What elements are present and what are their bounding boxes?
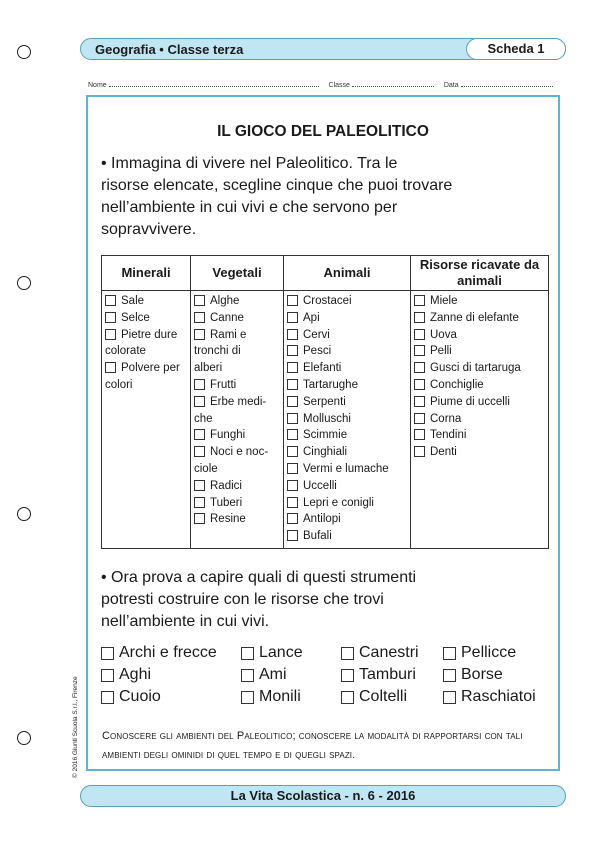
resource-checkbox[interactable] — [414, 345, 425, 356]
name-label: Nome — [88, 82, 107, 89]
resource-checkbox[interactable] — [287, 446, 298, 457]
question2-line: potresti costruire con le risorse che trovi — [101, 591, 384, 608]
tool-option — [241, 686, 301, 708]
resource-checkbox[interactable] — [105, 329, 116, 340]
resource-item — [287, 310, 408, 327]
resource-label: Uova — [430, 328, 457, 341]
header-vegetali: Vegetali — [191, 256, 284, 291]
resource-label: Radici — [210, 479, 242, 492]
tool-checkbox[interactable] — [443, 691, 456, 704]
resource-label: Pelli — [430, 345, 452, 358]
worksheet-frame — [86, 95, 560, 771]
resource-checkbox[interactable] — [287, 429, 298, 440]
resource-item — [414, 310, 546, 327]
resource-checkbox[interactable] — [194, 497, 205, 508]
resource-item — [194, 394, 281, 428]
tool-checkbox[interactable] — [341, 669, 354, 682]
resource-item — [194, 427, 281, 444]
resource-label: Frutti — [210, 378, 237, 391]
tool-label: Lance — [259, 644, 303, 661]
resource-item — [105, 293, 188, 310]
resource-checkbox[interactable] — [287, 396, 298, 407]
intro-line: • Immagina di vivere nel Paleolitico. Tra le — [101, 155, 398, 172]
resource-checkbox[interactable] — [287, 362, 298, 373]
resource-item — [194, 511, 281, 528]
tool-option — [101, 664, 151, 686]
resource-label: Miele — [430, 295, 458, 307]
resource-item — [287, 360, 408, 377]
binder-hole-4 — [17, 731, 31, 745]
resource-item — [414, 293, 546, 310]
tool-label: Borse — [461, 666, 503, 683]
resource-label: Polvere per — [121, 362, 180, 375]
resource-item — [287, 394, 408, 411]
resource-checkbox[interactable] — [194, 396, 205, 407]
tool-option — [241, 642, 303, 664]
resource-checkbox[interactable] — [414, 362, 425, 373]
resource-label: Antilopi — [303, 513, 341, 526]
resource-label: Crostacei — [303, 295, 352, 307]
resource-checkbox[interactable] — [194, 379, 205, 390]
name-field[interactable] — [109, 80, 319, 87]
resource-label: colorate — [105, 345, 146, 358]
intro-line: risorse elencate, scegline cinque che puoi trovare — [101, 177, 453, 194]
resource-label: Elefanti — [303, 362, 342, 375]
column-vegetali — [191, 291, 284, 549]
header-animali: Animali — [284, 256, 411, 291]
resource-item — [414, 427, 546, 444]
resource-item — [414, 411, 546, 428]
resource-checkbox[interactable] — [414, 396, 425, 407]
resource-checkbox[interactable] — [194, 513, 205, 524]
resource-label: ciole — [194, 462, 218, 475]
resource-label: Tuberi — [210, 496, 243, 509]
tool-label: Ami — [259, 666, 287, 683]
tool-label: Archi e frecce — [119, 644, 217, 661]
resources-table — [101, 255, 549, 549]
resource-item — [414, 394, 546, 411]
resource-label: Funghi — [210, 429, 246, 442]
sheet-tab: Scheda 1 — [466, 38, 566, 60]
resource-checkbox[interactable] — [414, 413, 425, 424]
resource-checkbox[interactable] — [287, 379, 298, 390]
resource-label: Selce — [121, 311, 150, 324]
column-minerali — [102, 291, 191, 549]
intro-line: sopravvivere. — [101, 221, 197, 238]
intro-paragraph — [101, 153, 541, 241]
tool-label: Tamburi — [359, 666, 416, 683]
header-risorse: Risorse ricavate da animali — [411, 256, 549, 291]
tool-checkbox[interactable] — [241, 669, 254, 682]
tool-option — [241, 664, 287, 686]
tool-option — [341, 642, 419, 664]
resource-checkbox[interactable] — [194, 312, 205, 323]
tool-checkbox[interactable] — [443, 669, 456, 682]
resource-item — [194, 327, 281, 377]
question2-line: • Ora prova a capire quali di questi strumenti — [101, 569, 417, 586]
student-fields — [88, 80, 558, 89]
resource-item — [194, 495, 281, 512]
resource-checkbox[interactable] — [414, 312, 425, 323]
resource-item — [287, 444, 408, 461]
resource-checkbox[interactable] — [194, 429, 205, 440]
copyright-notice: © 2016 Giunti Scuola S.r.l., Firenze — [72, 676, 79, 778]
resource-checkbox[interactable] — [414, 329, 425, 340]
resource-checkbox[interactable] — [287, 345, 298, 356]
resource-item — [287, 327, 408, 344]
resource-checkbox[interactable] — [194, 446, 205, 457]
resource-item — [287, 461, 408, 478]
resource-checkbox[interactable] — [194, 329, 205, 340]
header-bar — [80, 38, 566, 60]
resource-checkbox[interactable] — [287, 530, 298, 541]
resource-label: Piume di uccelli — [430, 395, 510, 408]
resource-label: Gusci di tartaruga — [430, 362, 521, 375]
resource-item — [105, 327, 188, 361]
column-risorse — [411, 291, 549, 549]
resource-checkbox[interactable] — [194, 295, 205, 306]
resource-item — [287, 293, 408, 310]
resource-label: Scimmie — [303, 429, 348, 442]
resource-item — [105, 360, 188, 394]
resource-checkbox[interactable] — [287, 480, 298, 491]
resource-checkbox[interactable] — [105, 362, 116, 373]
resource-checkbox[interactable] — [287, 312, 298, 323]
resource-label: Noci e noc- — [210, 446, 269, 459]
tool-label: Aghi — [119, 666, 152, 683]
tool-option — [443, 664, 503, 686]
tool-checkbox[interactable] — [341, 647, 354, 660]
resource-checkbox[interactable] — [105, 312, 116, 323]
resource-label: Molluschi — [303, 412, 351, 425]
tool-checkbox[interactable] — [241, 647, 254, 660]
resource-checkbox[interactable] — [287, 497, 298, 508]
resource-label: Serpenti — [303, 395, 346, 408]
learning-objective: Conoscere gli ambienti del Paleolitico; conoscere la modalità di rapportarsi con tali ambienti degli ominidi di quel tempo e di quegli spazi. — [102, 730, 523, 761]
resource-checkbox[interactable] — [287, 295, 298, 306]
resource-label: tronchi di — [194, 345, 241, 358]
resource-item — [414, 343, 546, 360]
resource-label: Tendini — [430, 429, 467, 442]
resource-label: Rami e — [210, 328, 247, 341]
tool-option — [101, 642, 217, 664]
tool-option — [341, 664, 416, 686]
resource-checkbox[interactable] — [287, 413, 298, 424]
footer-bar: La Vita Scolastica - n. 6 - 2016 — [80, 785, 566, 807]
resource-label: colori — [105, 378, 133, 391]
tool-checkbox[interactable] — [241, 691, 254, 704]
tool-option — [443, 642, 516, 664]
resource-label: Resine — [210, 513, 246, 526]
tool-option — [341, 686, 407, 708]
tool-option — [443, 686, 536, 708]
header-minerali: Minerali — [102, 256, 191, 291]
question2-line: nell’ambiente in cui vivi. — [101, 613, 270, 630]
resource-label: Uccelli — [303, 479, 337, 492]
subject-label: Geografia • Classe terza — [95, 42, 244, 57]
resource-label: Pietre dure — [121, 328, 178, 341]
resource-label: Corna — [430, 412, 462, 425]
worksheet-title: IL GIOCO DEL PALEOLITICO — [217, 123, 429, 140]
resource-label: Lepri e conigli — [303, 496, 374, 509]
resource-checkbox[interactable] — [287, 513, 298, 524]
question2-paragraph — [101, 567, 541, 633]
resource-label: Pesci — [303, 345, 332, 358]
resource-item — [414, 377, 546, 394]
tool-option — [101, 686, 161, 708]
intro-line: nell’ambiente in cui vivi e che servono per — [101, 199, 398, 216]
resource-label: Bufali — [303, 530, 332, 543]
resource-label: Cinghiali — [303, 446, 348, 459]
tool-checkbox[interactable] — [443, 647, 456, 660]
resource-item — [194, 377, 281, 394]
resource-item — [194, 293, 281, 310]
tool-label: Coltelli — [359, 688, 408, 705]
resource-label: Alghe — [210, 295, 240, 307]
date-label: Data — [443, 82, 459, 89]
resource-item — [194, 310, 281, 327]
class-field[interactable] — [352, 80, 434, 87]
resource-item — [287, 511, 408, 528]
resource-label: Tartarughe — [303, 378, 358, 391]
resource-checkbox[interactable] — [414, 379, 425, 390]
resource-label: Sale — [121, 295, 145, 307]
tool-label: Canestri — [359, 644, 419, 661]
resource-item — [287, 343, 408, 360]
tool-label: Monili — [259, 688, 301, 705]
resource-label: che — [194, 412, 213, 425]
resource-checkbox[interactable] — [194, 480, 205, 491]
tool-checkbox[interactable] — [101, 669, 114, 682]
resource-label: alberi — [194, 362, 223, 375]
resource-item — [287, 427, 408, 444]
binder-hole-1 — [17, 45, 31, 59]
binder-hole-2 — [17, 276, 31, 290]
resource-label: Cervi — [303, 328, 330, 341]
resource-item — [287, 478, 408, 495]
resource-item — [194, 444, 281, 478]
resource-item — [287, 495, 408, 512]
resource-label: Erbe medi- — [210, 395, 267, 408]
resource-label: Api — [303, 311, 320, 324]
resource-checkbox[interactable] — [287, 463, 298, 474]
tool-label: Pellicce — [461, 644, 517, 661]
resource-checkbox[interactable] — [287, 329, 298, 340]
resource-item — [287, 411, 408, 428]
resource-label: Vermi e lumache — [303, 462, 389, 475]
resource-item — [105, 310, 188, 327]
tool-checkbox[interactable] — [101, 691, 114, 704]
date-field[interactable] — [461, 80, 553, 87]
resource-item — [414, 327, 546, 344]
resource-checkbox[interactable] — [414, 429, 425, 440]
resource-label: Denti — [430, 446, 457, 459]
resource-checkbox[interactable] — [414, 295, 425, 306]
resource-item — [414, 360, 546, 377]
tool-checkbox[interactable] — [101, 647, 114, 660]
resource-item — [287, 528, 408, 545]
resource-checkbox[interactable] — [105, 295, 116, 306]
class-label: Classe — [328, 82, 350, 89]
tool-checkbox[interactable] — [341, 691, 354, 704]
column-animali — [284, 291, 411, 549]
resource-label: Conchiglie — [430, 378, 484, 391]
tool-label: Raschiatoi — [461, 688, 536, 705]
resource-label: Zanne di elefante — [430, 311, 519, 324]
resource-item — [287, 377, 408, 394]
resource-item — [194, 478, 281, 495]
resource-item — [414, 444, 546, 461]
binder-hole-3 — [17, 507, 31, 521]
resource-label: Canne — [210, 311, 244, 324]
tool-label: Cuoio — [119, 688, 161, 705]
resource-checkbox[interactable] — [414, 446, 425, 457]
